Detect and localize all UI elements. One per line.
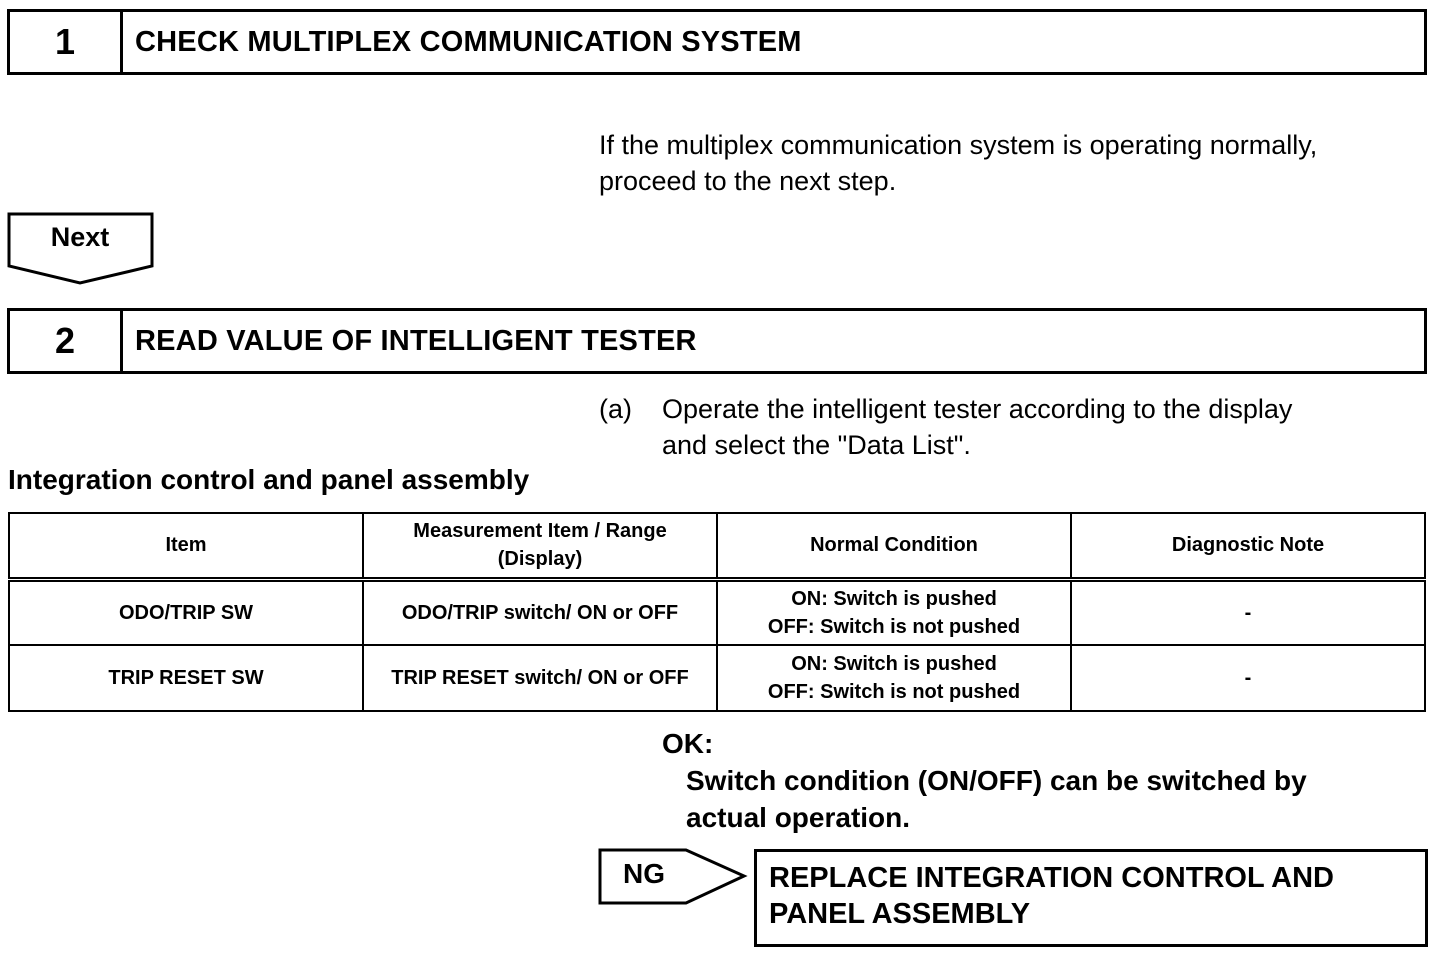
row-1-normal-line-1: ON: Switch is pushed: [791, 587, 997, 610]
table-row: [9, 645, 1425, 711]
header-item: Item: [9, 513, 363, 579]
row-1-diagnostic-note: -: [1071, 579, 1425, 645]
header-measurement-line-2: (Display): [497, 548, 583, 571]
row-1-item: ODO/TRIP SW: [9, 579, 363, 645]
step-1-description-line-1: If the multiplex communication system is operating normally,: [599, 130, 1318, 160]
step-1-description: [599, 127, 1317, 199]
row-2-normal-line-2: OFF: Switch is not pushed: [767, 681, 1021, 703]
ok-label: OK:: [662, 728, 714, 759]
data-list-table: [8, 512, 1426, 712]
step-1-title: CHECK MULTIPLEX COMMUNICATION SYSTEM: [135, 25, 802, 58]
header-diagnostic-note: Diagnostic Note: [1071, 513, 1425, 579]
step-2-title: READ VALUE OF INTELLIGENT TESTER: [135, 324, 697, 357]
ok-criteria-line-2: actual operation.: [686, 802, 911, 833]
section-heading: Integration control and panel assembly: [8, 464, 530, 495]
next-arrow: [7, 212, 155, 286]
step-2-substep-a-text: [662, 391, 1292, 463]
row-2-diagnostic-note: -: [1071, 645, 1425, 711]
ok-criteria-line-1: Switch condition (ON/OFF) can be switched by: [686, 765, 1307, 796]
step-1-number: 1: [10, 12, 123, 72]
ng-arrow: [598, 848, 748, 906]
replace-instruction-box: [754, 849, 1428, 947]
replace-line-2: PANEL ASSEMBLY: [769, 898, 1031, 930]
step-1-description-line-2: proceed to the next step.: [599, 166, 897, 196]
table-header-row: [9, 513, 1425, 579]
table-row: [9, 579, 1425, 645]
step-2-header: [7, 308, 1427, 374]
next-label: Next: [50, 222, 110, 252]
ok-criteria: [686, 762, 1307, 836]
row-2-item: TRIP RESET SW: [9, 645, 363, 711]
step-2-number: 2: [10, 311, 123, 371]
row-1-normal-line-2: OFF: Switch is not pushed: [767, 615, 1021, 638]
row-1-measurement: ODO/TRIP switch/ ON or OFF: [363, 579, 717, 645]
step-1-header: [7, 9, 1427, 75]
step-2-substep-a-marker: (a): [599, 394, 632, 424]
row-2-normal-line-1: ON: Switch is pushed: [791, 653, 997, 675]
row-1-normal-condition: [717, 579, 1071, 645]
header-measurement-line-1: Measurement Item / Range: [413, 520, 667, 543]
row-2-measurement: TRIP RESET switch/ ON or OFF: [363, 645, 717, 711]
header-normal-condition: Normal Condition: [717, 513, 1071, 579]
step-2-substep-a-line-1: Operate the intelligent tester according to the display: [662, 394, 1293, 424]
header-measurement: [363, 513, 717, 579]
replace-line-1: REPLACE INTEGRATION CONTROL AND: [769, 862, 1334, 894]
step-2-substep-a-line-2: and select the "Data List".: [662, 430, 971, 460]
ng-label: NG: [623, 858, 665, 889]
row-2-normal-condition: [717, 645, 1071, 711]
